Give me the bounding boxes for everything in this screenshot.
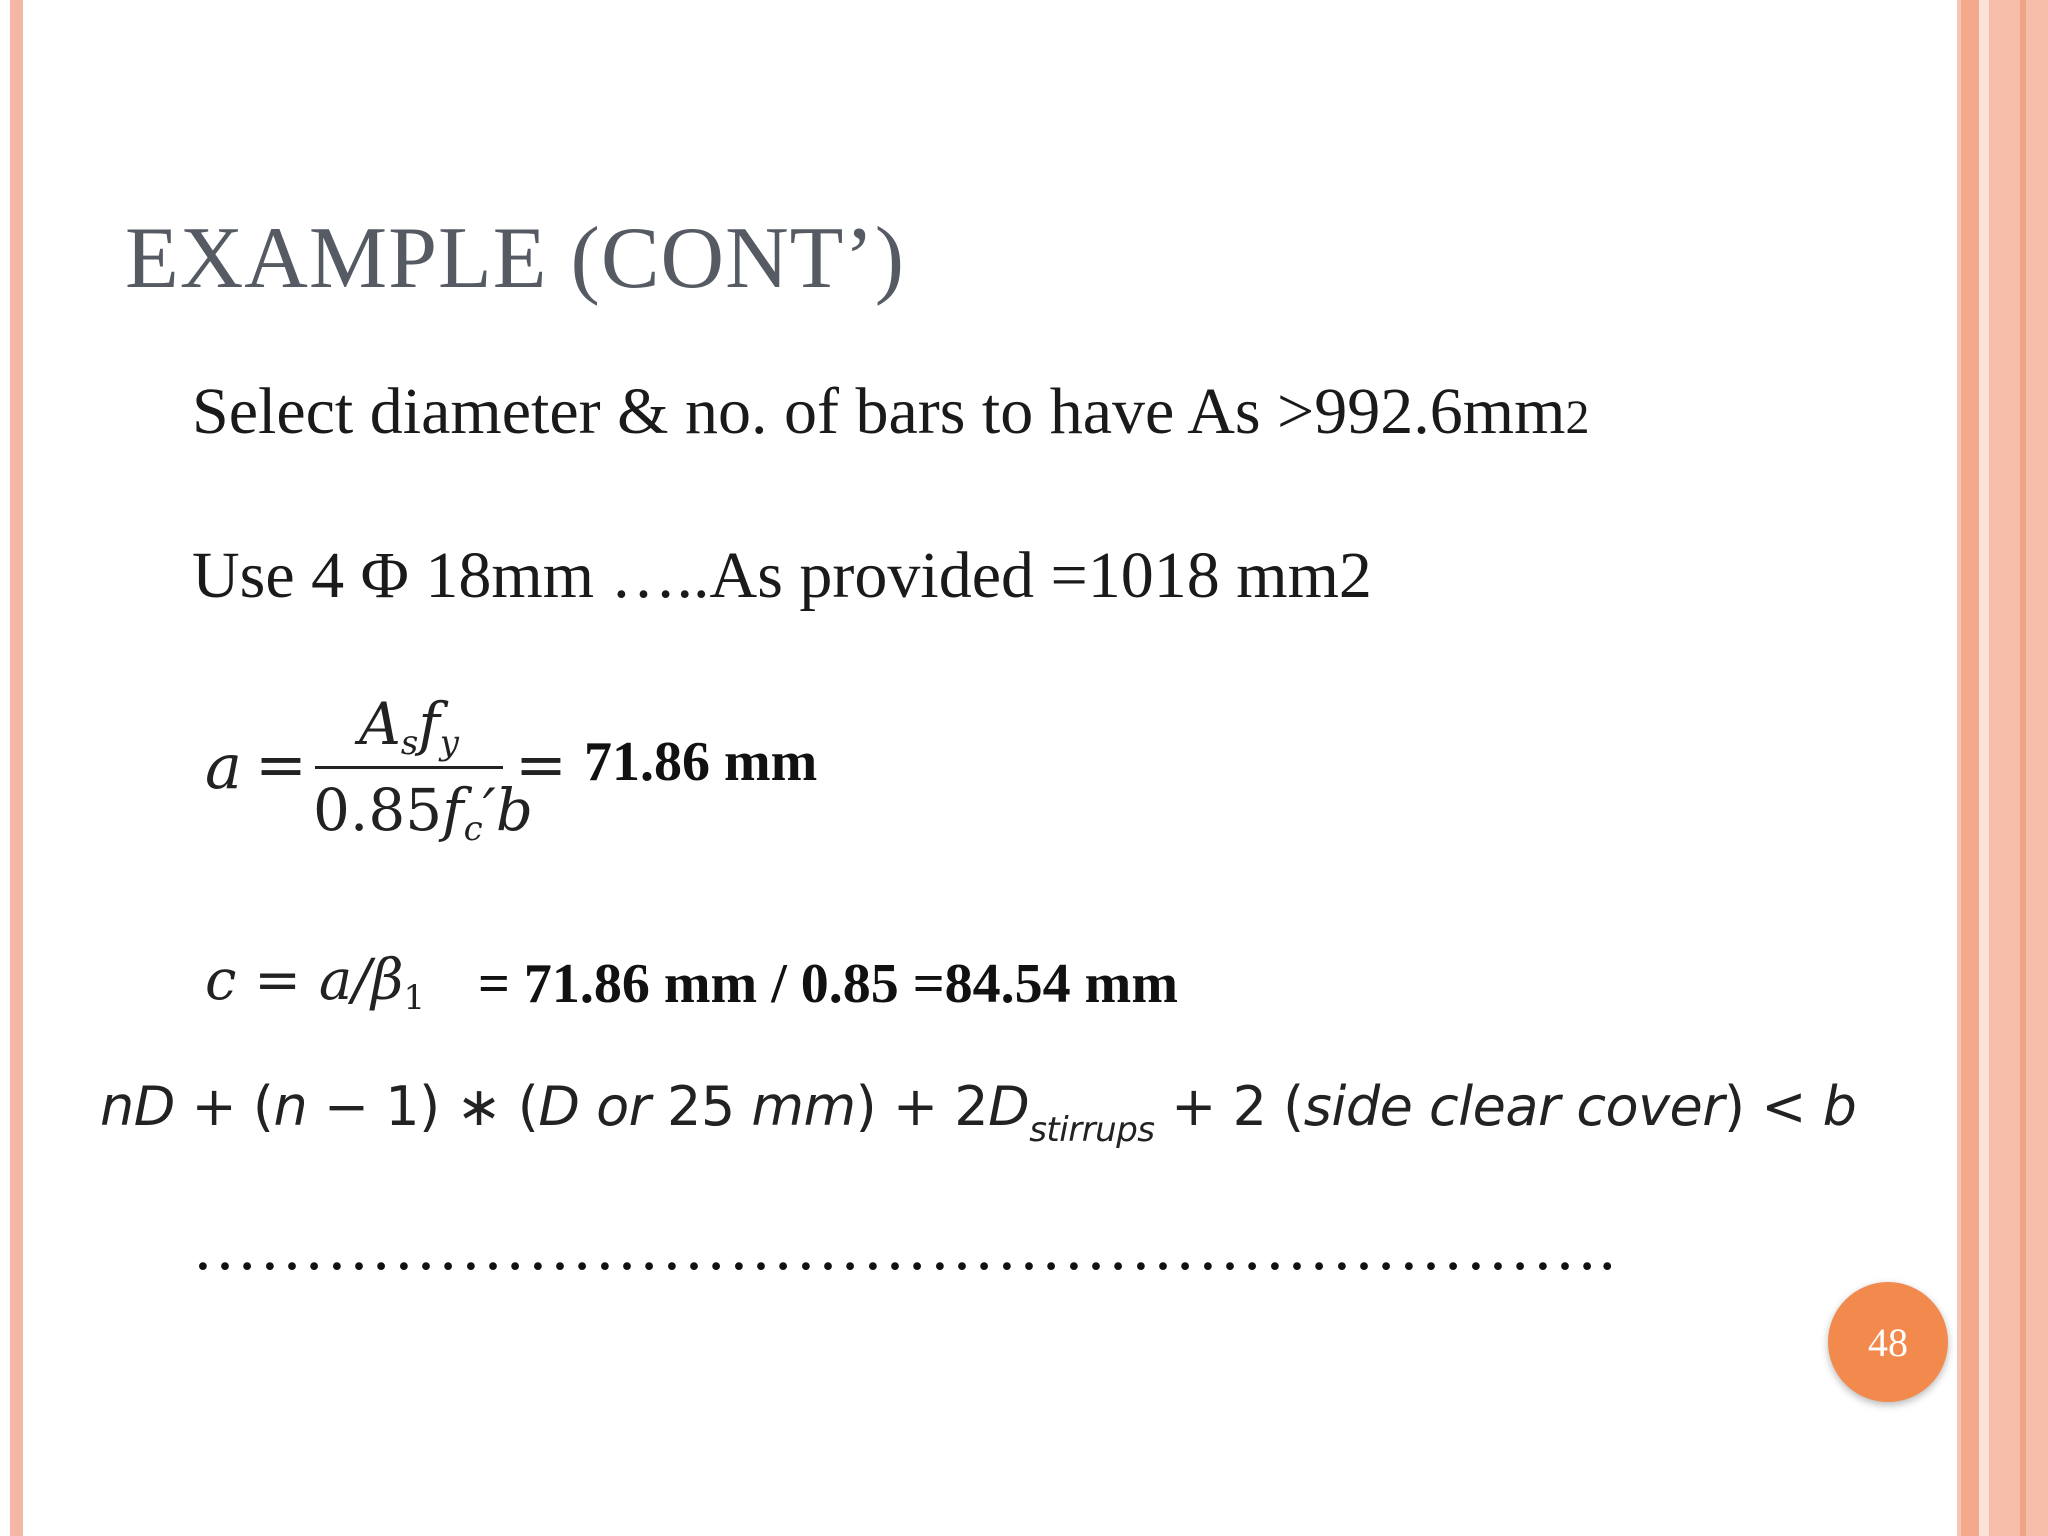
eq-a-value: 71.86 mm (584, 731, 818, 793)
eq-a-equals-2: = (515, 728, 567, 801)
eq-c-subscript: 1 (403, 978, 426, 1018)
fraction-numerator: $A_sf_y$ (358, 690, 460, 763)
fraction-denominator: $0.85f_c'b$ (313, 776, 533, 849)
right-border-band (1989, 0, 2048, 1536)
spacing-inequality: nD + (n − 1) ∗ (D or 25 $mm) + 2D_{stirrups} + 2$ (side clear cover) < b (100, 1075, 1857, 1150)
eq-a-equals: = (255, 728, 307, 801)
page-number: 48 (1868, 1319, 1908, 1365)
right-border-inner (1979, 0, 1989, 1536)
line1-text: Select diameter & no. of bars to have As >992.6mm (192, 375, 1566, 448)
eq-c-value: = 71.86 mm / 0.85 =84.54 mm (478, 953, 1178, 1015)
fraction-bar (315, 766, 503, 769)
text-line-select-bars (192, 374, 1589, 450)
right-border-edge (2020, 0, 2026, 1536)
slide-title: EXAMPLE (CONT’) (125, 210, 906, 307)
equation-c (205, 948, 425, 1018)
line1-exponent: 2 (1565, 391, 1590, 444)
eq-a-lhs: a (205, 730, 242, 803)
right-border-accent (1961, 0, 1979, 1536)
page-number-badge (1828, 1282, 1948, 1402)
left-border-bar (10, 0, 23, 1536)
eq-a-fraction (313, 690, 533, 860)
text-line-use-bars: Use 4 Φ 18mm …..As provided =1018 mm2 (192, 539, 1372, 612)
eq-c-lhs: c = a/β (205, 948, 404, 1013)
continuation-dots: ………………………………………………………. (192, 1211, 1617, 1284)
